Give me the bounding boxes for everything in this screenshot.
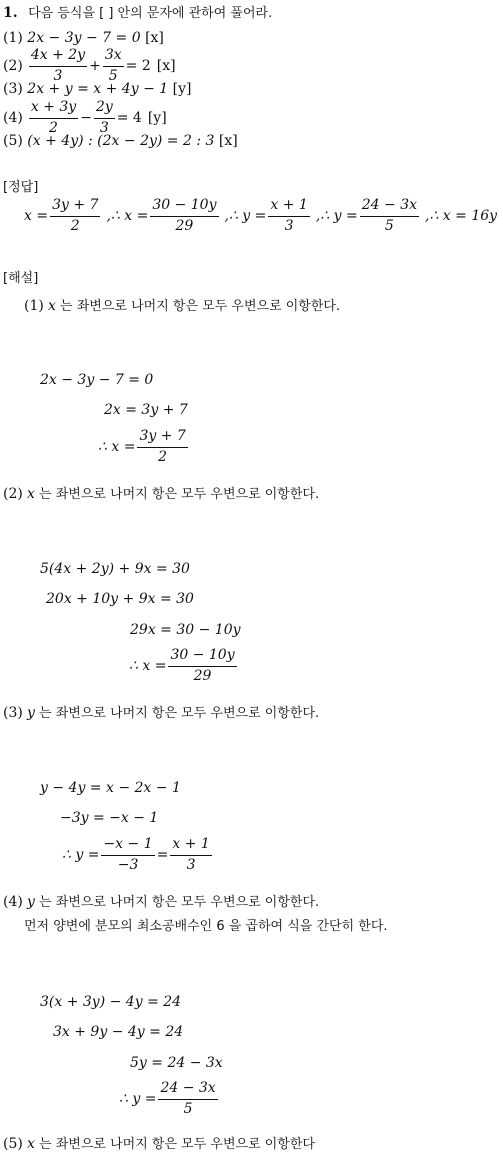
equation-line: 2x = 3y + 7 [104, 402, 188, 418]
fraction [94, 100, 115, 136]
item-var: [y] [172, 81, 192, 97]
problem-header [3, 6, 272, 20]
answer-last: ,∴ x = 16y [425, 208, 498, 224]
denominator: 3 [186, 856, 196, 873]
equation-line: 2x − 3y − 7 = 0 [40, 372, 154, 388]
equation-line: y − 4y = x − 2x − 1 [40, 780, 181, 796]
item-label: (1) [3, 30, 23, 46]
intro-var: x [47, 298, 56, 314]
explanation-intro-3 [3, 706, 319, 720]
equation-line: 29x = 30 − 10y [130, 622, 241, 638]
explanation-intro-4 [3, 895, 319, 909]
explanation-intro-5 [3, 1137, 315, 1151]
answer-lhs: x = [24, 208, 49, 224]
item-var: [x] [145, 30, 164, 46]
intro-text: 는 좌변으로 나머지 항은 모두 우변으로 이항한다. [39, 706, 320, 721]
numerator: 3y + 7 [50, 198, 100, 216]
denominator: 29 [175, 217, 194, 234]
problem-item-3 [3, 82, 191, 96]
fraction [170, 837, 211, 873]
intro-text: 는 좌변으로 나머지 항은 모두 우변으로 이항한다 [39, 1137, 315, 1152]
fraction [101, 837, 154, 873]
explanation-intro-2 [3, 487, 319, 501]
fraction [137, 429, 187, 465]
equation-line [129, 646, 239, 686]
intro-var: y [26, 894, 35, 910]
item-var: [y] [147, 110, 167, 126]
denominator: 29 [193, 667, 212, 684]
equation-line [119, 1079, 220, 1119]
fraction [158, 1081, 217, 1117]
numerator: 30 − 10y [168, 648, 236, 666]
fraction [29, 100, 78, 136]
item-var: [x] [218, 133, 238, 149]
denominator: 3 [284, 217, 294, 234]
item-label: (2) [3, 58, 23, 74]
denominator: 2 [49, 119, 58, 136]
denominator: 5 [108, 67, 118, 84]
item-label: (3) [3, 81, 23, 97]
item-var: [x] [156, 58, 176, 74]
intro-label: (4) [3, 894, 23, 910]
fraction [29, 48, 87, 84]
intro-text: 는 좌변으로 나머지 항은 모두 우변으로 이항한다. [39, 895, 320, 910]
rhs: = 2 [125, 58, 151, 74]
item-expr: (x + 4y) : (2x − 2y) = 2 : 3 [27, 133, 215, 149]
equation-line [98, 427, 190, 467]
problem-number: 1. [3, 5, 18, 21]
denominator: 5 [183, 1100, 193, 1117]
equation-line [62, 835, 214, 875]
intro-label: (2) [3, 486, 23, 502]
intro-text: 는 좌변으로 나머지 항은 모두 우변으로 이항한다. [60, 299, 341, 314]
equals-sign: = [156, 847, 169, 863]
denominator: 3 [99, 119, 109, 136]
denominator: 5 [384, 217, 394, 234]
answer-heading: [정답] [3, 180, 39, 195]
numerator: x + 3y [29, 100, 78, 118]
equation-line: 20x + 10y + 9x = 30 [46, 591, 194, 607]
answer-lhs: ,∴ y = [315, 208, 358, 224]
item-expr: 2x + y = x + 4y − 1 [27, 81, 169, 97]
denominator: −3 [117, 856, 139, 873]
operator: − [80, 110, 92, 126]
numerator: 4x + 2y [29, 48, 87, 66]
operator: + [89, 58, 101, 74]
numerator: −x − 1 [101, 837, 154, 855]
equation-lhs: ∴ x = [129, 658, 167, 674]
numerator: x + 1 [268, 198, 309, 216]
numerator: 3x [103, 48, 124, 66]
item-expr: 2x − 3y − 7 = 0 [27, 30, 141, 46]
fraction [103, 48, 124, 84]
intro-label: (5) [3, 1136, 23, 1152]
fraction [268, 198, 309, 234]
fraction [168, 648, 236, 684]
problem-item-5 [3, 134, 238, 148]
equation-line: 3x + 9y − 4y = 24 [53, 1024, 184, 1040]
intro-label: (1) [24, 298, 44, 314]
numerator: 24 − 3x [158, 1081, 217, 1099]
intro-label: (3) [3, 705, 23, 721]
numerator: 24 − 3x [360, 198, 419, 216]
denominator: 2 [70, 217, 80, 234]
denominator: 3 [53, 67, 63, 84]
answer-lhs: ,∴ x = [106, 208, 149, 224]
explanation-intro-1 [24, 299, 340, 313]
equation-line: 5y = 24 − 3x [130, 1055, 223, 1071]
answer-line [24, 194, 497, 238]
equation-line: −3y = −x − 1 [60, 810, 159, 826]
equation-lhs: ∴ x = [98, 439, 136, 455]
equation-lhs: ∴ y = [62, 847, 100, 863]
numerator: 3y + 7 [137, 429, 187, 447]
intro-text: 는 좌변으로 나머지 항은 모두 우변으로 이항한다. [39, 487, 320, 502]
explanation-heading: [해설] [3, 271, 39, 286]
fraction [150, 198, 218, 234]
intro-var: y [26, 705, 35, 721]
numerator: 30 − 10y [150, 198, 218, 216]
numerator: 2y [94, 100, 115, 118]
problem-item-1 [3, 31, 164, 45]
fraction [360, 198, 419, 234]
item-label: (5) [3, 133, 23, 149]
equation-line: 3(x + 3y) − 4y = 24 [40, 994, 182, 1010]
item-label: (4) [3, 110, 23, 126]
answer-lhs: ,∴ y = [224, 208, 267, 224]
numerator: x + 1 [170, 837, 211, 855]
intro-var: x [26, 486, 35, 502]
equation-line: 5(4x + 2y) + 9x = 30 [40, 561, 190, 577]
denominator: 2 [158, 448, 168, 465]
fraction [50, 198, 100, 234]
equation-lhs: ∴ y = [119, 1091, 157, 1107]
explanation-intro-4b: 먼저 양변에 분모의 최소공배수인 6 을 곱하여 식을 간단히 한다. [24, 919, 388, 934]
intro-var: x [26, 1136, 35, 1152]
rhs: = 4 [116, 110, 142, 126]
problem-instruction: 다음 등식을 [ ] 안의 문자에 관하여 풀어라. [28, 6, 273, 21]
